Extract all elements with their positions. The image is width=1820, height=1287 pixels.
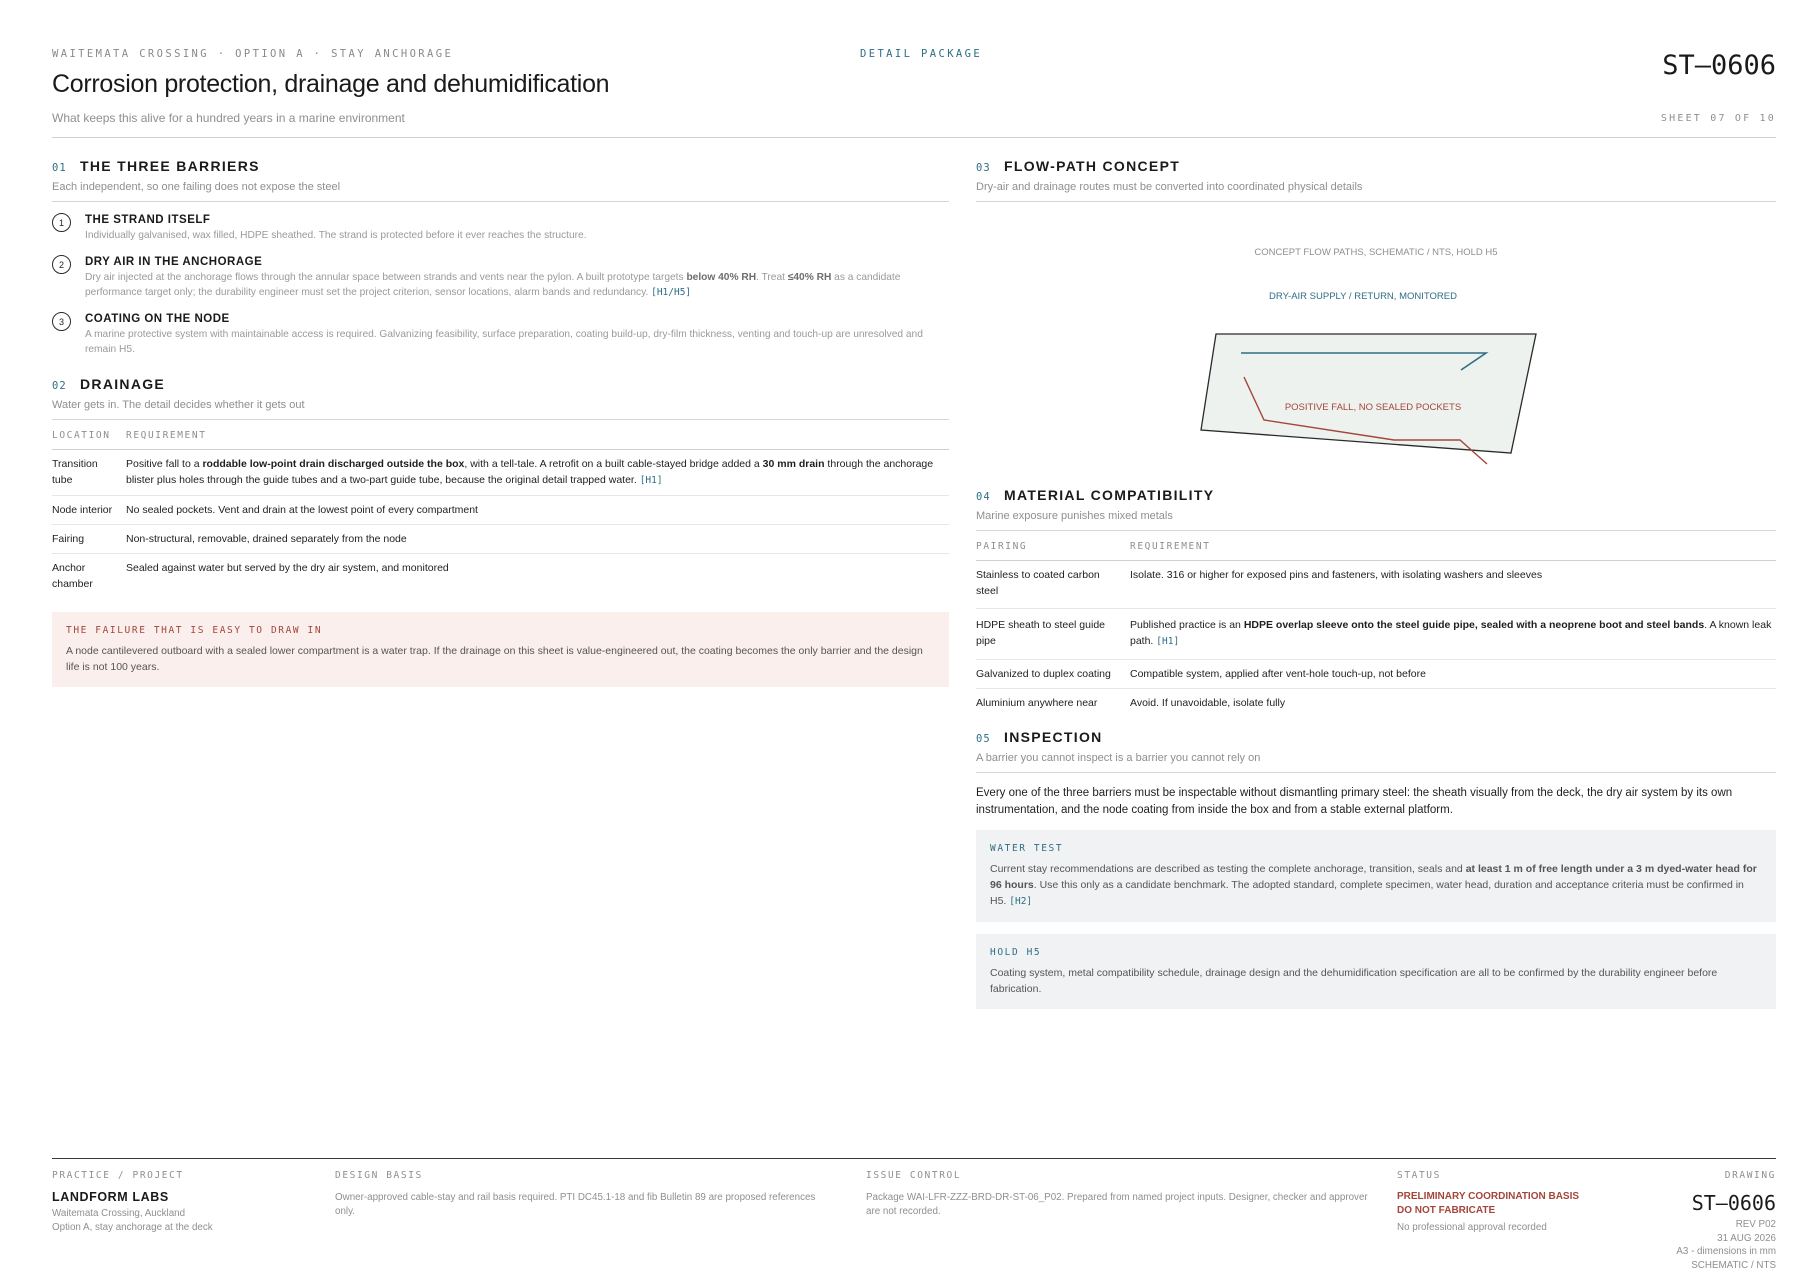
table-row	[976, 689, 1776, 718]
drawing-sheet	[52, 0, 1776, 1287]
status-note: No professional approval recorded	[1397, 1222, 1547, 1233]
location-cell: Fairing	[52, 525, 126, 554]
footer-practice	[52, 1170, 312, 1234]
column-header: REQUIREMENT	[1130, 531, 1776, 561]
section-number: 04	[976, 491, 991, 503]
fall-label: POSITIVE FALL, NO SEALED POCKETS	[1284, 402, 1462, 413]
section-divider	[976, 772, 1776, 773]
status-line: DO NOT FABRICATE	[1397, 1204, 1496, 1216]
diagram-caption: CONCEPT FLOW PATHS, SCHEMATIC / NTS, HOLD H5	[1254, 247, 1498, 258]
sheet-size: A3 - dimensions in mm	[1676, 1246, 1776, 1257]
callout-body: A node cantilevered outboard with a sealed lower compartment is a water trap. If the drainage on this sheet is value-engineered out, the coating becomes the only barrier and the design life is not 100 years.	[66, 645, 923, 673]
drawing-scale: SCHEMATIC / NTS	[1691, 1259, 1776, 1271]
pairing-cell: Aluminium anywhere near	[976, 697, 1098, 709]
barrier-title: DRY AIR IN THE ANCHORAGE	[85, 256, 263, 268]
callout-body: Current stay recommendations are described as testing the complete anchorage, transition, seals and at least 1 m of free length under a 3 m dyed-water head for 96 hours. Use this only as a candidate benchmark. The adopted standard, complete specimen, water head, duration and acceptance criteria must be confirmed in H5. [H2]	[990, 863, 1757, 907]
footer-label: DESIGN BASIS	[335, 1170, 423, 1181]
pairing-cell: Galvanized to duplex coating	[976, 660, 1130, 689]
footer-label: STATUS	[1397, 1170, 1441, 1181]
section-barriers	[52, 157, 949, 357]
section-title: FLOW-PATH CONCEPT	[1004, 158, 1181, 174]
section-title: INSPECTION	[1004, 729, 1103, 745]
section-number: 01	[52, 162, 67, 174]
barrier-number-badge: 1	[52, 213, 71, 232]
section-number: 03	[976, 162, 991, 174]
location-cell: Node interior	[52, 496, 126, 525]
issue-date: 31 AUG 2026	[1717, 1232, 1776, 1244]
barrier-number-badge: 2	[52, 255, 71, 274]
barrier-title: COATING ON THE NODE	[85, 313, 230, 325]
page-subtitle: What keeps this alive for a hundred years in a marine environment	[52, 111, 405, 125]
table-row	[976, 660, 1776, 689]
section-number: 02	[52, 380, 67, 392]
materials-table	[976, 531, 1776, 717]
requirement-cell: Isolate. 316 or higher for exposed pins and fasteners, with isolating washers and sleeves	[1130, 561, 1776, 609]
barrier-text: A marine protective system with maintainable access is required. Galvanizing feasibility, surface preparation, coating build-up, dry-film thickness, venting and touch-up are unresolved and remain H5.	[85, 329, 923, 355]
location-cell: Anchor chamber	[52, 562, 93, 590]
requirement-cell: No sealed pockets. Vent and drain at the lowest point of every compartment	[126, 496, 949, 525]
callout-title: WATER TEST	[990, 843, 1064, 854]
footer-divider	[52, 1158, 1776, 1159]
callout-body: Coating system, metal compatibility schedule, drainage design and the dehumidification specification are all to be confirmed by the durability engineer before fabrication.	[990, 967, 1718, 995]
pairing-cell: HDPE sheath to steel guide pipe	[976, 609, 1130, 660]
requirement-cell: Non-structural, removable, drained separately from the node	[126, 525, 949, 554]
pairing-cell: Stainless to coated carbon steel	[976, 561, 1130, 609]
section-number: 05	[976, 733, 991, 745]
footer-label: DRAWING	[1724, 1170, 1776, 1181]
column-header: PAIRING	[976, 531, 1130, 561]
drawing-number: ST–0606	[1691, 1191, 1776, 1215]
table-row	[52, 554, 949, 599]
column-header: REQUIREMENT	[126, 420, 949, 450]
issue-control-text: Package WAI-LFR-ZZZ-BRD-DR-ST-06_P02. Prepared from named project inputs. Designer, checker and approver are not recorded.	[866, 1192, 1368, 1217]
barrier-item	[52, 213, 949, 243]
section-title: THE THREE BARRIERS	[80, 158, 260, 174]
dry-air-label: DRY-AIR SUPPLY / RETURN, MONITORED	[1269, 291, 1457, 302]
callout-title: THE FAILURE THAT IS EASY TO DRAW IN	[66, 625, 323, 636]
status-line: PRELIMINARY COORDINATION BASIS	[1397, 1191, 1580, 1202]
section-inspection	[976, 728, 1776, 1009]
table-row	[976, 609, 1776, 660]
hold-reference: [H2]	[1009, 896, 1033, 907]
water-test-callout	[976, 830, 1776, 922]
section-subtitle: Water gets in. The detail decides whether it gets out	[52, 399, 305, 411]
section-flowpath	[976, 157, 1776, 482]
barrier-text: Individually galvanised, wax filled, HDPE sheathed. The strand is protected before it ever reaches the structure.	[85, 230, 587, 241]
section-materials	[976, 486, 1776, 717]
failure-callout	[52, 612, 949, 687]
section-drainage	[52, 375, 949, 687]
flow-path-diagram	[976, 202, 1776, 482]
section-subtitle: Each independent, so one failing does not expose the steel	[52, 181, 341, 193]
section-title: MATERIAL COMPATIBILITY	[1004, 487, 1215, 503]
table-row	[52, 496, 949, 525]
project-line: Option A, stay anchorage at the deck	[52, 1221, 213, 1233]
barrier-title: THE STRAND ITSELF	[85, 214, 211, 226]
drawing-number: ST–0606	[1662, 50, 1776, 81]
footer-issue-control	[866, 1170, 1376, 1218]
project-kicker: WAITEMATA CROSSING · OPTION A · STAY ANCHORAGE	[52, 48, 454, 60]
hold-h5-callout	[976, 934, 1776, 1009]
inspection-body: Every one of the three barriers must be inspectable without dismantling primary steel: the sheath visually from the deck, the dry air system by its own instrumentation, and the node coating from inside the box and from a stable external platform.	[976, 787, 1733, 816]
table-row	[976, 561, 1776, 609]
table-row	[52, 525, 949, 554]
header-divider	[52, 137, 1776, 138]
barrier-text: Dry air injected at the anchorage flows through the annular space between strands and vents near the pylon. A built prototype targets below 40% RH. Treat ≤40% RH as a candidate performance target only; the durability engineer must set the project criterion, sensor locations, alarm bands and redundancy. [H1/H5]	[85, 272, 901, 298]
requirement-cell: Published practice is an HDPE overlap sleeve onto the steel guide pipe, sealed with a neoprene boot and steel bands. A known leak path. [H1]	[1130, 609, 1776, 660]
footer-design-basis	[335, 1170, 835, 1218]
table-row	[52, 450, 949, 496]
section-title: DRAINAGE	[80, 376, 166, 392]
column-header: LOCATION	[52, 420, 126, 450]
barrier-item	[52, 312, 949, 357]
package-label: DETAIL PACKAGE	[860, 48, 983, 60]
barrier-item	[52, 255, 949, 300]
callout-title: HOLD H5	[990, 947, 1042, 958]
footer-label: ISSUE CONTROL	[866, 1170, 962, 1181]
footer-drawing	[1576, 1170, 1776, 1272]
section-subtitle: A barrier you cannot inspect is a barrier you cannot rely on	[976, 752, 1261, 764]
hold-reference: [H1/H5]	[651, 287, 692, 298]
page-title: Corrosion protection, drainage and dehumidification	[52, 70, 610, 98]
sheet-counter: SHEET 07 OF 10	[1660, 113, 1776, 124]
hold-reference: [H1]	[1156, 636, 1180, 647]
practice-name: LANDFORM LABS	[52, 1190, 169, 1204]
section-subtitle: Marine exposure punishes mixed metals	[976, 510, 1173, 522]
section-divider	[52, 201, 949, 202]
project-line: Waitemata Crossing, Auckland	[52, 1208, 186, 1219]
location-cell: Transition tube	[52, 450, 126, 496]
section-subtitle: Dry-air and drainage routes must be converted into coordinated physical details	[976, 181, 1363, 193]
requirement-cell: Positive fall to a roddable low-point drain discharged outside the box, with a tell-tale. A retrofit on a built cable-stayed bridge added a 30 mm drain through the anchorage blister plus holes through the guide tubes and a two-part guide tube, because the original detail trapped water. [H1]	[126, 450, 949, 496]
barrier-number-badge: 3	[52, 312, 71, 331]
requirement-cell: Compatible system, applied after vent-hole touch-up, not before	[1130, 660, 1776, 689]
requirement-cell: Avoid. If unavoidable, isolate fully	[1130, 697, 1286, 709]
requirement-cell: Sealed against water but served by the dry air system, and monitored	[126, 562, 449, 574]
drainage-table	[52, 420, 949, 598]
revision: REV P02	[1735, 1219, 1776, 1230]
footer-label: PRACTICE / PROJECT	[52, 1170, 184, 1181]
design-basis-text: Owner-approved cable-stay and rail basis required. PTI DC45.1-18 and fib Bulletin 89 are proposed references only.	[335, 1192, 816, 1217]
hold-reference: [H1]	[639, 475, 663, 486]
